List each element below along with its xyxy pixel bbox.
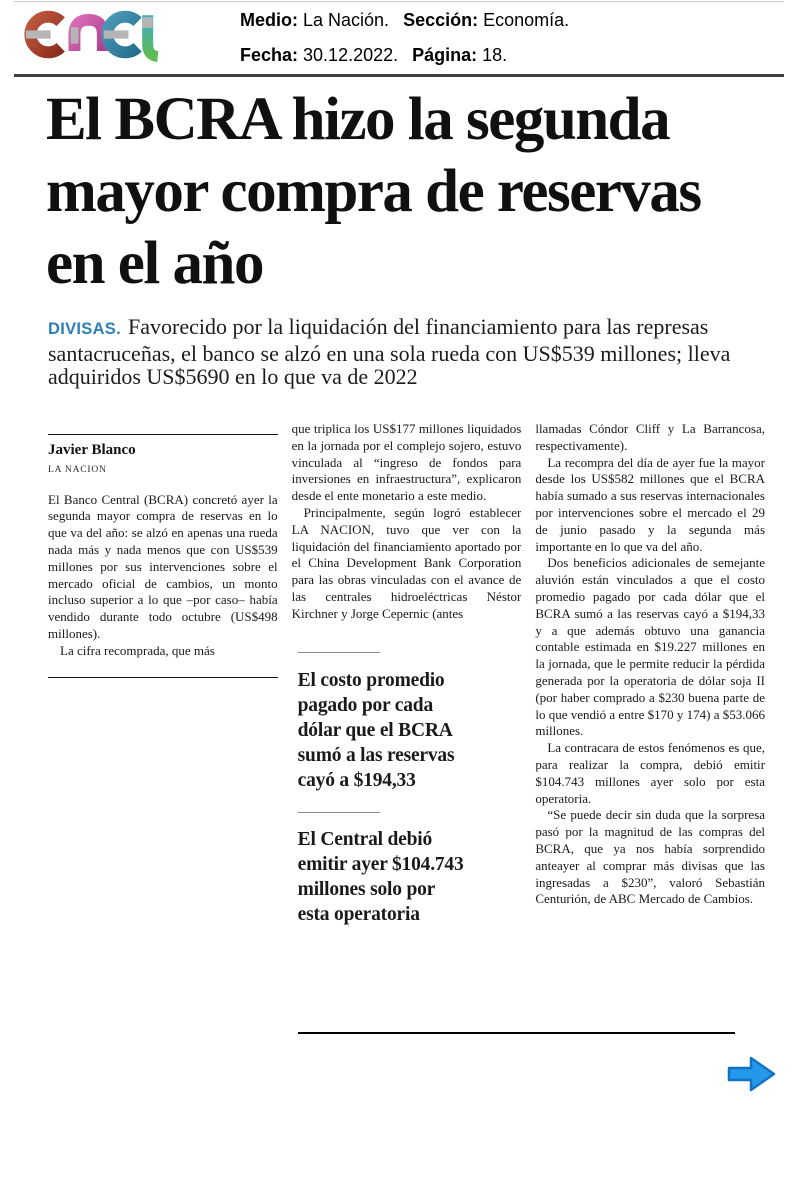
body-paragraph: La recompra del día de ayer fue la mayor desde los US$582 millones que el BCRA había sumado a sus reservas internacionales por intervenciones sobre el mercado el 29 de junio pasado y la segunda más importante en lo que va del año.: [535, 454, 765, 554]
arrow-shape: [729, 1058, 774, 1090]
byline-divider: [48, 434, 278, 435]
quote-divider-1: [298, 652, 380, 653]
standfirst-text: Favorecido por la liquidación del financiamiento para las represas santacruceñas, el banco se alzó en una sola rueda con US$539 millones; lleva adquiridos US$5690 en lo que va de 2022: [48, 314, 731, 389]
next-page-arrow-icon[interactable]: [723, 1052, 779, 1096]
enel-gray-bar-1: [26, 30, 51, 38]
pagina-label: Página:: [412, 45, 478, 65]
byline-author: Javier Blanco: [48, 442, 136, 458]
header-divider: [14, 74, 784, 77]
body-paragraph: Dos beneficios adicionales de semejante aluvión están vinculados a que el costo promedio pagado por cada dólar que el BCRA sumó a las reservas cayó a $194,33 y a que además obtuvo una ganancia contable estimada en $19.227 millones en la jornada, que le permite reducir la pérdida generada por la operatoria de dólar soja II (por haber comprado a $230 buena parte de lo que vendió a entre $170 y 174) a $53.066 millones.: [535, 555, 765, 739]
enel-letter-n: [74, 20, 102, 51]
medio-label: Medio:: [240, 10, 298, 30]
body-paragraph: El Banco Central (BCRA) concretó ayer la segunda mayor compra de reservas en lo que va del año: se alzó en apenas una rueda nada más y nada menos que con US$539 millones por sus intervenciones sobre el mercado oficial de cambios, un monto incluso superior a lo que –por caso– había vendido durante todo octubre (US$498 millones).: [48, 491, 278, 641]
byline-organization: LA NACION: [48, 464, 107, 475]
body-paragraph: Principalmente, según logró establecer LA NACION, tuvo que ver con la liquidación del financiamiento aportado por el China Development Bank Corporation para las obras vinculadas con el avance de las centrales hidroeléctricas Néstor Kirchner y Jorge Cepernic (antes: [291, 504, 522, 621]
column-end-divider: [48, 677, 278, 678]
pull-quote-line: El Central debió: [297, 828, 433, 850]
standfirst: [48, 315, 766, 389]
body-paragraph: llamadas Cóndor Cliff y La Barrancosa, respectivamente).: [535, 421, 765, 453]
article-column-2: [292, 421, 522, 1037]
pull-quote-line: pagado por cada: [297, 694, 433, 716]
seccion-label: Sección:: [403, 10, 479, 30]
column-3-text: [535, 421, 765, 908]
column-1-text: [48, 492, 278, 660]
pagina-value: 18.: [482, 45, 508, 65]
top-border: [14, 1, 784, 2]
column-2-text: [292, 421, 522, 623]
pull-quote-line: esta operatoria: [297, 903, 420, 925]
enel-logo: [14, 6, 166, 63]
pull-quote-line: millones solo por: [297, 878, 436, 900]
pull-quote-line: dólar que el BCRA: [297, 719, 453, 741]
pull-quote-line: cayó a $194,33: [297, 769, 416, 791]
pull-quote-2: [298, 827, 522, 927]
article-column-3: [535, 421, 765, 1037]
article-columns: [48, 421, 765, 1037]
pull-quote-line: sumó a las reservas: [297, 744, 455, 766]
body-paragraph: que triplica los US$177 millones liquidados en la jornada por el complejo sojero, estuvo vinculada al “ingreso de fondos para inversiones en infraestructura”, explicaron desde el ente monetario a este medio.: [291, 421, 522, 504]
body-paragraph: La contracara de estos fenómenos es que, para realizar la compra, debió emitir $104.743 millones ayer solo por esta operatoria.: [535, 740, 765, 806]
seccion-value: Economía.: [483, 10, 570, 30]
enel-gray-bar-2: [71, 27, 79, 43]
body-paragraph: “Se puede decir sin duda que la sorpresa pasó por la magnitud de las compras del BCRA, que ya nos había sorprendido anteayer al comprar más divisas que las ingresadas a $230”, valoró Sebastián Centurión, de ABC Mercado de Cambios.: [535, 807, 765, 907]
enel-gray-bar-4: [143, 17, 153, 28]
pull-quote-1: [298, 668, 522, 793]
medio-value: La Nación.: [303, 10, 390, 30]
fecha-label: Fecha:: [240, 45, 299, 65]
pull-quotes: [292, 652, 522, 927]
metadata-row-2: [240, 44, 583, 66]
quote-divider-2: [298, 812, 380, 813]
fecha-value: 30.12.2022.: [303, 45, 399, 65]
pull-quote-line: El costo promedio: [297, 669, 445, 691]
headline: El BCRA hizo la segunda mayor compra de reservas en el año: [46, 86, 701, 297]
pull-quote-line: emitir ayer $104.743: [297, 853, 464, 875]
article-column-1: [48, 421, 278, 1037]
metadata-row-1: [240, 9, 583, 31]
body-paragraph: La cifra recomprada, que más: [60, 642, 215, 658]
bottom-divider: [298, 1032, 735, 1034]
kicker: DIVISAS.: [48, 320, 122, 338]
enel-gray-bar-3: [104, 30, 129, 38]
clipping-metadata: [240, 9, 583, 79]
